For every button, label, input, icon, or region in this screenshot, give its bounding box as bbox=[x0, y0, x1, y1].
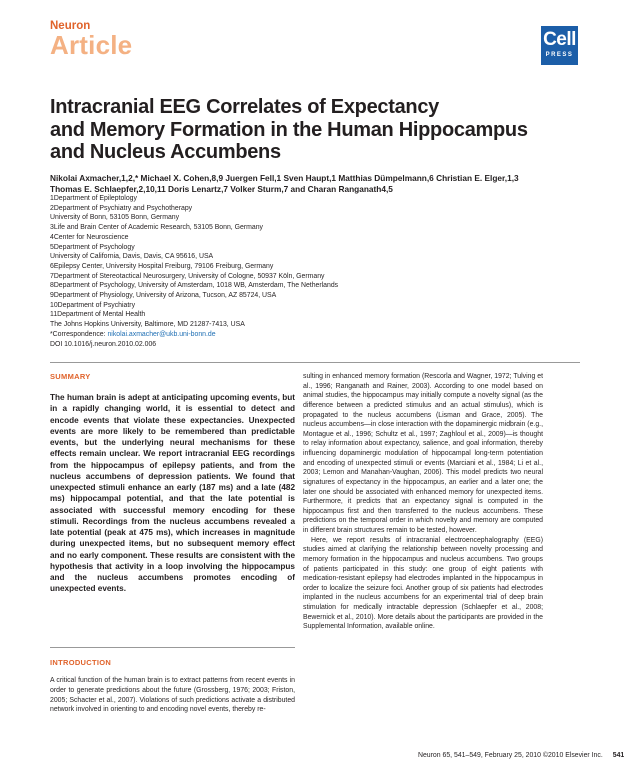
correspondence-label: *Correspondence: bbox=[50, 330, 108, 338]
author-list bbox=[50, 173, 570, 195]
affiliation: 7Department of Stereotactical Neurosurgery, University of Cologne, 50937 Köln, Germany bbox=[50, 272, 325, 280]
section-divider bbox=[50, 647, 295, 648]
authors-line-2: Thomas E. Schlaepfer,2,10,11 Doris Lenartz,7 Volker Sturm,7 and Charan Ranganath4,5 bbox=[50, 184, 393, 194]
doi: DOI 10.1016/j.neuron.2010.02.006 bbox=[50, 340, 157, 348]
affiliation: 3Life and Brain Center of Academic Research, 53105 Bonn, Germany bbox=[50, 224, 263, 232]
correspondence-email-link[interactable]: nikolai.axmacher@ukb.uni-bonn.de bbox=[107, 330, 216, 338]
logo-main: Cell bbox=[543, 29, 576, 50]
affiliation: 10Department of Psychiatry bbox=[50, 301, 136, 309]
affiliation: 6Epilepsy Center, University Hospital Freiburg, 79106 Freiburg, Germany bbox=[50, 262, 274, 270]
affiliation: The Johns Hopkins University, Baltimore, MD 21287-7413, USA bbox=[50, 321, 245, 329]
page-footer bbox=[418, 752, 624, 759]
left-column bbox=[50, 372, 295, 595]
journal-name: Neuron bbox=[50, 20, 91, 32]
affiliation: University of Bonn, 53105 Bonn, Germany bbox=[50, 214, 180, 222]
affiliations bbox=[50, 194, 570, 349]
logo-sub: PRESS bbox=[545, 52, 574, 58]
affiliation: 11Department of Mental Health bbox=[50, 311, 146, 319]
affiliation: 5Department of Psychology bbox=[50, 243, 135, 251]
authors-line-1: Nikolai Axmacher,1,2,* Michael X. Cohen,8,9 Juergen Fell,1 Sven Haupt,1 Matthias Dümpelmann,6 Christian E. Elger,1,3 bbox=[50, 173, 519, 183]
affiliation: University of California, Davis, Davis, CA 95616, USA bbox=[50, 253, 214, 261]
paper-title bbox=[50, 96, 570, 164]
body-paragraph: sulting in enhanced memory formation (Rescorla and Wagner, 1972; Tulving et al., 1996; Ranganath and Rainer, 2003). According to one model based on animal studies, the hippocampus may initially compute a novelty signal (as the difference between a predicted stimulus and an actual stimulus), which is propagated to the nucleus accumbens (Lisman and Grace, 2005). The nucleus accumbens—in close interaction with the dopaminergic midbrain (e.g., Montague et al., 1996; Schultz et al., 1997; Zaghloul et al., 2009)—is thought to relay information about expectancy, salience, and goal information, thereby influencing dopaminergic modulation of hippocampal long-term potentiation and encoding of unexpected stimuli or events (Marciani et al., 1984; Li et al., 2003; Lemon and Manahan-Vaughan, 2006). This model predicts two neural signatures of expectancy in the hippocampus, an earlier and a later one; the later one should be associated with enhanced memory for unexpected items. Furthermore, it predicts that an expectancy signal is computed in the hippocampus first and then transferred to the nucleus accumbens. These predictions on the temporal order in which novelty and memory are computed in different brain structures remain to be tested, however. bbox=[303, 373, 543, 534]
title-line-2: and Memory Formation in the Human Hippocampus bbox=[50, 118, 528, 141]
correspondence bbox=[50, 330, 570, 340]
summary-text: The human brain is adept at anticipating upcoming events, but in a rapidly changing world, it is essential to detect and encode events that violate these expectancies. Unexpected events are more likely to be remembered than predictable events, but the underlying neural mechanisms for these effects remain unclear. We report intracranial EEG recordings from the hippocampus of epilepsy patients, and from the nucleus accumbens of depression patients. We found that unexpected stimuli enhance an early (187 ms) and a late (482 ms) hippocampal potential, and that the late potential is associated with successful memory encoding for these stimuli. Recordings from the nucleus accumbens revealed a late potential (peak at 475 ms), which increases in magnitude during unexpected items, but no subsequent memory effect and no early component. These results are consistent with the hypothesis that activity in a loop involving the hippocampus and the nucleus accumbens promotes encoding of unexpected events. bbox=[50, 393, 295, 594]
page-number: 541 bbox=[612, 752, 624, 759]
affiliation: 8Department of Psychology, University of Amsterdam, 1018 WB, Amsterdam, The Netherlands bbox=[50, 282, 339, 290]
title-line-3: and Nucleus Accumbens bbox=[50, 141, 281, 163]
cell-press-logo bbox=[541, 26, 578, 65]
affiliation: 9Department of Physiology, University of Arizona, Tucson, AZ 85724, USA bbox=[50, 292, 277, 300]
summary-heading: SUMMARY bbox=[50, 372, 91, 381]
article-type: Article bbox=[50, 30, 133, 60]
introduction-text: A critical function of the human brain is to extract patterns from recent events in order to generate predictions about the future (Grossberg, 1976; 2003; Friston, 2005; Schacter et al., 2007). Violations of such predictions activate a distributed network involved in orienting to and encoding novel events, thereby re- bbox=[50, 677, 295, 714]
section-divider bbox=[50, 362, 580, 363]
introduction-heading: INTRODUCTION bbox=[50, 658, 112, 667]
title-line-1: Intracranial EEG Correlates of Expectancy bbox=[50, 96, 439, 118]
body-paragraph: Here, we report results of intracranial electroencephalography (EEG) studies aimed at clarifying the relationship between novelty processing and memory formation in the hippocampus and nucleus accumbens. Two groups of patients participated in this study: one group of eight patients with medication-resistant epilepsy had electrodes implanted in the hippocampus in order to localize the seizure foci. Another group of six patients had electrodes implanted in the nucleus accumbens for an experimental trial of deep brain stimulation for medically intractable depression (Schlaepfer et al., 2008; Bewernick et al., 2010). More details about the participants are provided in the Supplemental Information, available online. bbox=[303, 536, 543, 631]
affiliation: 2Department of Psychiatry and Psychotherapy bbox=[50, 204, 193, 212]
footer-citation: Neuron 65, 541–549, February 25, 2010 ©2010 Elsevier Inc. bbox=[418, 752, 603, 759]
affiliation: 4Center for Neuroscience bbox=[50, 233, 129, 241]
affiliation: 1Department of Epileptology bbox=[50, 195, 137, 202]
right-column bbox=[303, 372, 543, 632]
